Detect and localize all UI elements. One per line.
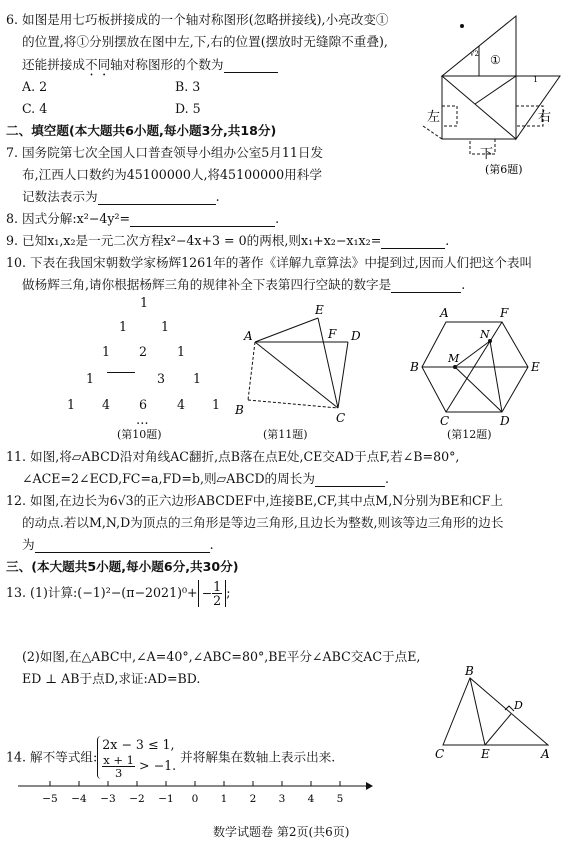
number-line-tick-label: 3 [278,793,286,805]
q6-option-c: C. 4 [22,101,48,116]
fig13-label-e: E [481,747,490,761]
q11-answer-blank[interactable] [315,472,385,487]
q11-line2-text: ∠ACE=2∠ECD,FC=a,FD=b,则▱ABCD的周长为 [22,471,315,486]
fig6-tangram [415,6,575,176]
q13-part1-text: 13. (1)计算:(−1)²−(π−2021)⁰+ [6,585,198,601]
yh-r4-c4: 1 [193,371,202,386]
fig6-dot [460,24,464,28]
fig12-label-e: E [531,360,540,374]
q12-line1: 12. 如图,在边长为6√3的正六边形ABCDEF中,连接BE,CF,其中点M,N分别为BE和CF上 [6,493,504,508]
q14-ineq2-rest: > −1. [139,758,177,774]
q14-frac-den: 3 [114,766,123,781]
yh-r3-c3: 1 [177,344,186,359]
q6-line3-pre: 还能拼接成 [22,57,85,72]
q6-option-d: D. 5 [175,101,201,116]
q7-answer-blank[interactable] [98,190,216,205]
fig6-label-sqrt2: √2 [470,50,479,58]
q13-frac-num: 1 [213,579,222,594]
q9-answer-blank[interactable] [381,234,445,249]
yh-r2-c2: 1 [161,319,170,334]
q11-line2: ∠ACE=2∠ECD,FC=a,FD=b,则▱ABCD的周长为 . [22,471,389,486]
q10-answer-blank[interactable] [391,278,461,293]
yh-r4-c1: 1 [86,371,95,386]
fig12-label-f: F [500,306,509,320]
q10-line2: 做杨辉三角,请你根据杨辉三角的规律补全下表第四行空缺的数字是 . [22,277,466,292]
q13-part2-line2: ED ⊥ AB于点D,求证:AD=BD. [22,671,201,686]
number-line-tick-label: 0 [191,793,199,805]
q6-line3 [22,57,278,79]
section2-heading: 二、填空题(本大题共6小题,每小题3分,共18分) [6,123,277,138]
number-line-tick-label: 5 [336,793,344,805]
yh-r4-blank[interactable] [107,372,135,373]
q9-line: 9. 已知x₁,x₂是一元二次方程x²−4x+3 = 0的两根,则x₁+x₂−x₁x₂= . [6,233,450,248]
yh-r5-c1: 1 [67,397,76,412]
q9-text: 9. 已知x₁,x₂是一元二次方程x²−4x+3 = 0的两根,则x₁+x₂−x₁x₂= [6,233,382,248]
fig11-label-c: C [336,411,346,425]
q7-line2: 布,江西人口数约为45100000人,将45100000用科学 [22,167,322,182]
yh-r3-c1: 1 [102,344,111,359]
yh-r5-c3: 6 [139,397,148,412]
q13-abs-value: − $\frac{1}{2}$ [198,580,227,607]
fig11-parallelogram [230,300,370,430]
fig12-point-m [453,365,457,369]
fig12-label-d: D [500,414,510,428]
number-line [14,778,374,808]
q14-system [97,736,176,779]
fig6-label-left: 左 [427,110,441,125]
number-line-tick-label: −1 [158,793,174,805]
q7-line1: 7. 国务院第七次全国人口普查领导小组办公室5月11日发 [6,145,324,160]
q7-line3-text: 记数法表示为 [22,189,98,204]
q14-line [6,736,335,779]
fig6-caption: (第6题) [485,163,523,176]
fig12-caption: (第12题) [447,428,492,441]
q8-line: 8. 因式分解:x²−4y²= . [6,211,280,226]
fig6-label-circled: ① [490,53,501,67]
yh-r5-c4: 4 [177,397,186,412]
number-line-arrow [366,782,373,790]
fig13-triangle [425,665,565,765]
q10-line2-text: 做杨辉三角,请你根据杨辉三角的规律补全下表第四行空缺的数字是 [22,277,392,292]
q14-text: 14. 解不等式组: [6,749,98,765]
fig11-label-e: E [315,303,324,317]
q13-part2-line1: (2)如图,在△ABC中,∠A=40°,∠ABC=80°,BE平分∠ABC交AC于点E, [22,649,421,664]
fig6-label-one: 1 [533,75,539,84]
fig11-label-d: D [351,329,361,343]
number-line-tick-label: −3 [100,793,116,805]
q7-line3: 记数法表示为 . [22,189,220,204]
q13-frac-den: 2 [213,593,222,609]
fig11-caption: (第11题) [263,428,308,441]
q6-emphasis: 不同 [84,57,111,72]
q13-part1-end: ; [226,585,231,601]
q14-instruction: 并将解集在数轴上表示出来. [180,749,336,765]
yh-r1-c1: 1 [140,295,149,310]
section3-heading: 三、(本大题共5小题,每小题6分,共30分) [6,559,239,574]
fig11-label-a: A [244,329,253,343]
q13-part1 [6,580,230,607]
page-footer: 数学试题卷 第2页(共6页) [213,825,350,839]
yh-r5-c5: 1 [212,397,221,412]
q14-frac-num: x + 1 [103,753,134,767]
q12-line3-text: 为 [22,537,35,552]
q8-text: 8. 因式分解:x²−4y²= [6,211,131,226]
number-line-tick-label: −5 [42,793,58,805]
yh-r2-c1: 1 [119,319,128,334]
q14-ineq1: 2x − 3 ≤ 1, [102,737,175,752]
fig13-label-c: C [435,747,445,761]
q6-line2: 的位置,将①分别摆放在图中左,下,右的位置(摆放时无缝隙不重叠), [22,34,388,49]
q12-line2: 的动点.若以M,N,D为顶点的三角形是等边三角形,且边长为整数,则该等边三角形的边长 [22,515,504,530]
number-line-tick-label: −4 [71,793,87,805]
fig11-label-b: B [235,403,244,417]
yh-r4-c3: 3 [157,371,166,386]
fig13-label-d: D [514,699,523,712]
fig13-label-a: A [541,747,550,761]
fig12-hexagon [410,305,550,430]
number-line-tick-label: 2 [249,793,257,805]
q8-answer-blank[interactable] [130,212,275,227]
fig11-label-f: F [328,327,337,341]
q12-line3: 为 . [22,537,214,552]
fig10-caption: (第10题) [117,428,162,441]
yh-r5-c2: 4 [102,397,111,412]
number-line-tick-label: 4 [307,793,315,805]
q6-answer-blank[interactable] [224,58,278,73]
q10-line1: 10. 下表在我国宋朝数学家杨辉1261年的著作《详解九章算法》中提到过,因而人们把这个表叫 [6,255,533,270]
fig13-label-b: B [465,665,474,678]
fig12-label-c: C [440,414,450,428]
fig6-label-right: 右 [538,110,552,125]
number-line-tick-label: −2 [129,793,145,805]
fig12-label-n: N [480,328,490,341]
q6-line3-post: 轴对称图形的个数为 [110,57,224,72]
fig12-label-m: M [448,352,460,365]
fig6-label-down: 下 [480,147,494,162]
fig12-label-b: B [410,360,419,374]
yh-r3-c2: 2 [139,344,148,359]
q6-option-b: B. 3 [175,79,201,94]
q6-option-a: A. 2 [22,79,48,94]
yh-ellipsis: … [136,412,149,427]
q12-answer-blank[interactable] [35,538,210,553]
q6-line1: 6. 如图是用七巧板拼接成的一个轴对称图形(忽略拼接线),小亮改变① [6,12,389,27]
q11-line1: 11. 如图,将▱ABCD沿对角线AC翻折,点B落在点E处,CE交AD于点F,若∠B=80°, [6,449,460,464]
number-line-tick-label: 1 [220,793,228,805]
fig12-label-a: A [440,306,449,320]
